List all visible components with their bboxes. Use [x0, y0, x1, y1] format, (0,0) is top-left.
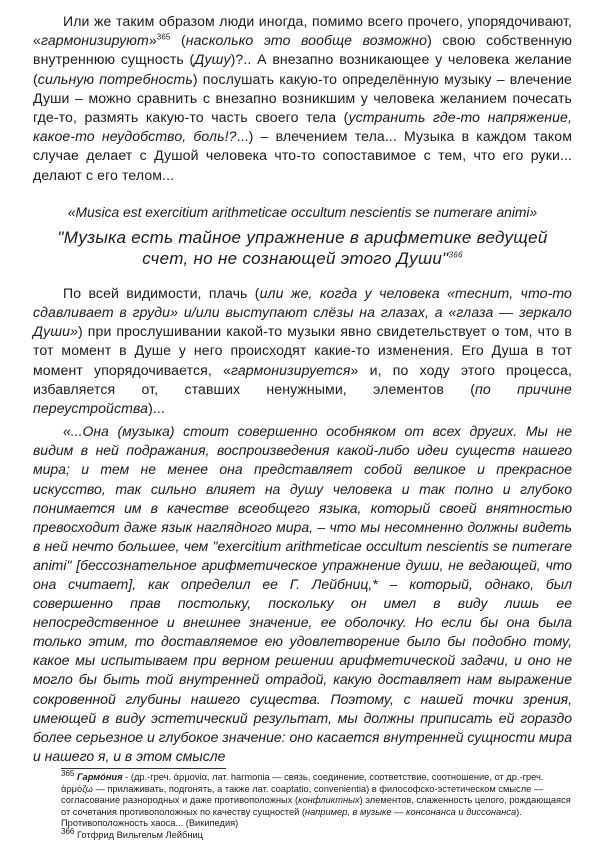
text-run: ) свою собственную внутреннюю сущность ( [33, 32, 573, 68]
text-run: - (др.-греч. ἁρμονία, лат. harmonia — связь, соединение, соответствие, соотношение, от др.-греч. ἁρμόζω — прилаживать, подгонять, а также лат. coaptatio, convenientia) в философско-эстетическом смысле — согласование разнородных и даже противоположных ( [61, 771, 544, 806]
footnote-ref: 365 [156, 32, 171, 42]
text-run: » и, по ходу этого процесса, избавляется от, ставших ненужными, элементов ( [33, 361, 572, 397]
text-run: ). Противоположность хаоса... (Википедия) [61, 806, 522, 829]
text-run: гармонизируется [230, 361, 351, 378]
text-run: гармонизируют [40, 32, 149, 49]
text-run: )?.. А внезапно возникающее у человека желание ( [33, 51, 572, 87]
text-run: Гармо́ния [76, 771, 123, 782]
russian-epigraph [33, 227, 572, 269]
russian-epigraph-text: "Музыка есть тайное упражнение в арифметике ведущей счет, но не сознающей этого Души" [57, 227, 548, 268]
paragraph-harmonize [33, 12, 572, 185]
footnote-divider [61, 768, 226, 769]
text-run: или же, когда у человека «теснит, что-то сдавливает в груди» и/или выступают слёзы на глазах, а «глаза — зеркало Души» [33, 284, 572, 340]
footnote-366 [61, 826, 572, 842]
footnote-ref-366: 366 [448, 250, 463, 260]
text-run: насколько это вообще возможно [185, 32, 428, 49]
text-run: Душу [194, 51, 231, 68]
text-run: Готфрид Вильгельм Лейбниц [74, 829, 203, 840]
text-run: ...) – влечением тела... Музыка в каждом таком случае делает с Душой человека что-то сопоставимое с тем, что его руки... делают с его телом... [33, 128, 572, 183]
schopenhauer-quote: «...Она (музыка) стоит совершенно особняком от всех других. Мы не видим в ней подражания, воспроизведения какой-либо идеи существ нашего мира; и тем не менее она представляет собой великое и прекрасное искусство, так сильно влияет на душу человека и так полно и глубоко понимается им в качестве всеобщего языка, который своей внятностью превосходит даже язык наглядного мира, – что мы несомненно должны видеть в ней нечто большее, чем "exercitium arithmeticae occultum nescientis se numerare animi" [бессознательное арифметическое упражнение души, не ведающей, что она считает], как определил ее Г. Лейбниц,* – который, однако, был совершенно прав постольку, поскольку он имел в виду лишь ее непосредственное и внешнее значение, ее оболочку. Но если бы она была только этим, то доставляемое ею удовлетворение было бы подобно тому, какое мы испытываем при верном решении арифметической задачи, и оно не могло бы быть той внутренней отрадой, какую доставляет нам выражение сокровенной глубины нашего существа. Поэтому, с нашей точки зрения, имеющей в виду эстетический результат, мы должны приписать ей гораздо более серьезное и глубокое значение: оно касается внутренней сущности мира и нашего я, и в этом смысле [33, 423, 572, 764]
text-run: » [148, 32, 157, 49]
text-run: ( [170, 32, 186, 49]
text-run: По всей видимости, плачь ( [63, 284, 260, 301]
footnote-ref: 366 [61, 826, 75, 836]
text-run: по причине переустройства [33, 380, 572, 417]
text-run: конфликтных [298, 795, 360, 806]
text-run: ) элементов, слаженность целого, рождающаяся от сочетания противоположных по качеству сущностей ( [61, 795, 571, 817]
paragraph-crying [33, 284, 572, 418]
latin-epigraph: «Musica est exercitium arithmeticae occultum nescientis se numerare animi» [67, 204, 538, 220]
text-run: ) при прослушивании какой-то музыки явно свидетельствует о том, что в тот момент в Душе у него происходят какие-то изменения. Его Душа в тот момент упорядочивается, « [33, 323, 572, 378]
text-run: ) послушать какую-то определённую музыку – влечение Души – можно сравнить с внезапно возникшим у человека желанием почесать где-то, размять какую-то часть своего тела ( [33, 70, 572, 126]
text-run: например, в музыке — консонанса и диссонанса [305, 806, 517, 817]
text-run: устранить где-то напряжение, какое-то неудобство, боль!? [33, 109, 573, 145]
text-run: сильную потребность [37, 70, 193, 87]
footnote-ref: 365 [61, 768, 75, 778]
text-run: )... [148, 400, 165, 417]
footnote-365 [61, 768, 572, 830]
text-run: Или же таким образом люди иногда, помимо всего прочего, упорядочивают, « [33, 13, 572, 49]
